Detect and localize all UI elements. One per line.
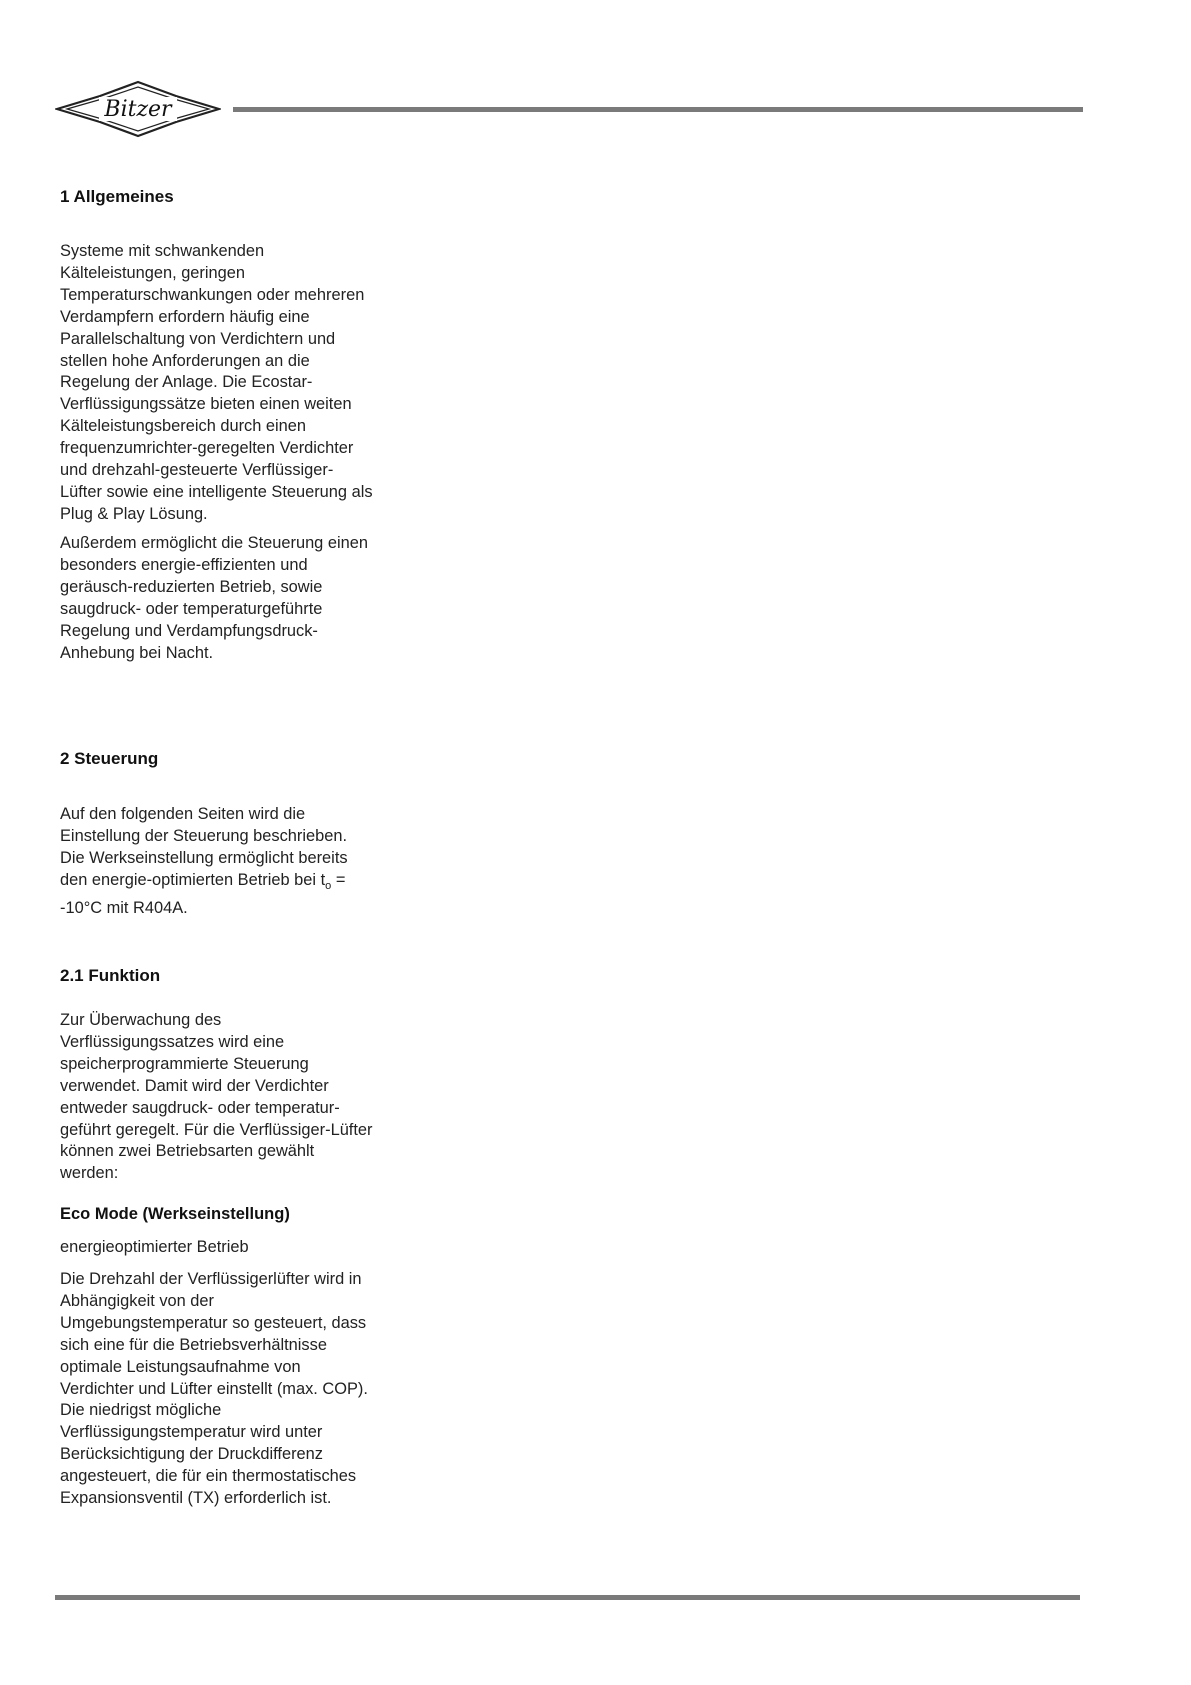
section-heading-steuerung: 2 Steuerung <box>60 749 159 768</box>
section-heading-funktion: 2.1 Funktion <box>60 966 161 985</box>
section-heading-allgemeines: 1 Allgemeines <box>60 187 174 206</box>
paragraph-funktion: Zur Überwachung des Verflüssigungssatzes wird eine speicherprogrammierte Steuerung verwendet. Damit wird der Verdichter entweder saugdruck- oder temperatur-geführt geregelt. Für die Verflüssiger-Lüfter können zwei Betriebsarten gewählt werden: <box>60 1011 373 1183</box>
paragraph-allgemeines-2: Außerdem ermöglicht die Steuerung einen besonders energie-effizienten und geräusch-reduzierten Betrieb, sowie saugdruck- oder temperaturgeführte Regelung und Verdampfungsdruck-Anhebung bei Nacht. <box>60 534 368 662</box>
eco-mode-subtitle: energieoptimierter Betrieb <box>60 1238 249 1256</box>
bitzer-logo <box>55 80 221 138</box>
paragraph-allgemeines-1: Systeme mit schwankenden Kälteleistungen, geringen Temperaturschwankungen oder mehreren Verdampfern erfordern häufig eine Parallelschaltung von Verdichtern und stellen hohe Anforderungen an die Regelung der Anlage. Die Ecostar-Verflüssigungssätze bieten einen weiten Kälteleistungsbereich durch einen frequenzumrichter-geregelten Verdichter und drehzahl-gesteuerte Verflüssiger-Lüfter sowie eine intelligente Steuerung als Plug & Play Lösung. <box>60 242 373 523</box>
logo-text: Bitzer <box>104 97 172 122</box>
eco-mode-heading: Eco Mode (Werkseinstellung) <box>60 1205 290 1223</box>
footer-rule <box>55 1595 1080 1600</box>
paragraph-steuerung: Auf den folgenden Seiten wird die Einstellung der Steuerung beschrieben. Die Werkseinstellung ermöglicht bereits den energie-optimierten Betrieb bei $t_o = -10^\circ C$ mit R404A. <box>60 805 348 917</box>
eco-mode-paragraph: Die Drehzahl der Verflüssigerlüfter wird in Abhängigkeit von der Umgebungstemperatur so gesteuert, dass sich eine für die Betriebsverhältnisse optimale Leistungsaufnahme von Verdichter und Lüfter einstellt (max. COP). Die niedrigst mögliche Verflüssigungstemperatur wird unter Berücksichtigung der Druckdifferenz angesteuert, die für ein thermostatisches Expansionsventil (TX) erforderlich ist. <box>60 1270 368 1508</box>
subscript-o: o <box>325 879 332 892</box>
header-rule <box>233 107 1083 112</box>
